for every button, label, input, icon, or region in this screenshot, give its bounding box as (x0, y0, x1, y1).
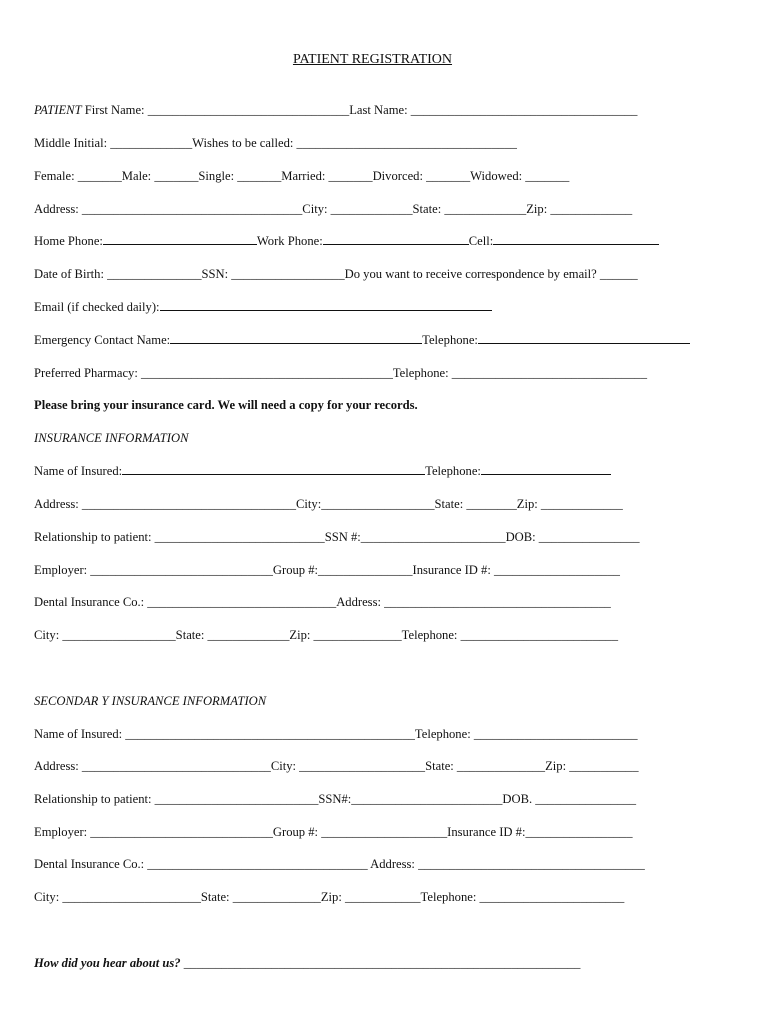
emergency-telephone-label: Telephone: (422, 333, 478, 347)
page-title: PATIENT REGISTRATION (292, 52, 453, 67)
home-phone-field[interactable] (103, 233, 257, 245)
dob-line[interactable]: Date of Birth: _______________SSN: __________________Do you want to receive correspondence by email? ______ (34, 267, 638, 281)
insured-name-label: Name of Insured: (34, 464, 123, 478)
cell-label: Cell: (468, 234, 494, 248)
insurance-card-notice: Please bring your insurance card. We will need a copy for your records. (34, 398, 418, 412)
sex-marital-status-line[interactable]: Female: _______Male: _______Single: _______Married: _______Divorced: _______Widowed: _______ (34, 169, 570, 183)
email-line (34, 299, 492, 315)
referral-label: How did you hear about us? (34, 956, 181, 970)
secondary-insured-name-line[interactable]: Name of Insured: ______________________________________________Telephone: __________________________ (34, 727, 638, 741)
insured-relationship-line[interactable]: Relationship to patient: ___________________________SSN #:_______________________DOB: ________________ (34, 530, 640, 544)
secondary-dental-line[interactable]: Dental Insurance Co.: ___________________________________ Address: ____________________________________ (34, 857, 645, 871)
insured-city-line[interactable]: City: __________________State: _____________Zip: ______________Telephone: _________________________ (34, 628, 619, 642)
dental-insurance-line[interactable]: Dental Insurance Co.: ______________________________Address: ____________________________________ (34, 595, 611, 609)
email-label: Email (if checked daily): (34, 300, 160, 314)
secondary-insurance-header: SECONDAR Y INSURANCE INFORMATION (34, 694, 267, 708)
secondary-employer-line[interactable]: Employer: _____________________________Group #: ____________________Insurance ID #:_________________ (34, 825, 633, 839)
referral-line (34, 955, 580, 971)
insured-name-field[interactable] (122, 463, 425, 475)
last-name-field[interactable]: Last Name: ____________________________________ (349, 103, 638, 117)
emergency-name-label: Emergency Contact Name: (34, 333, 171, 347)
emergency-telephone-field[interactable] (478, 332, 690, 344)
first-name-field[interactable]: First Name: ________________________________ (81, 103, 350, 117)
referral-field[interactable]: _______________________________________________________________ (180, 956, 581, 970)
emergency-name-field[interactable] (170, 332, 422, 344)
email-field[interactable] (160, 299, 492, 311)
secondary-city-line[interactable]: City: ______________________State: ______________Zip: ____________Telephone: _______________________ (34, 890, 625, 904)
secondary-address-line[interactable]: Address: ______________________________City: ____________________State: ______________Zip: ___________ (34, 759, 639, 773)
secondary-relationship-line[interactable]: Relationship to patient: __________________________SSN#:________________________DOB. ________________ (34, 792, 637, 806)
emergency-contact-line (34, 332, 690, 348)
cell-field[interactable] (493, 233, 659, 245)
insurance-header: INSURANCE INFORMATION (34, 431, 189, 445)
insured-telephone-field[interactable] (481, 463, 611, 475)
insured-address-line[interactable]: Address: __________________________________City:__________________State: ________Zip: _____________ (34, 497, 623, 511)
insured-name-line (34, 463, 611, 479)
patient-name-line (34, 102, 637, 118)
work-phone-field[interactable] (323, 233, 469, 245)
pharmacy-line[interactable]: Preferred Pharmacy: ________________________________________Telephone: _______________________________ (34, 366, 647, 380)
insured-telephone-label: Telephone: (425, 464, 481, 478)
home-phone-label: Home Phone: (34, 234, 103, 248)
work-phone-label: Work Phone: (256, 234, 323, 248)
middle-initial-line[interactable]: Middle Initial: _____________Wishes to be called: ___________________________________ (34, 136, 517, 150)
insured-employer-line[interactable]: Employer: _____________________________Group #:_______________Insurance ID #: ____________________ (34, 563, 620, 577)
phones-line (34, 233, 659, 249)
patient-label: PATIENT (34, 103, 82, 117)
address-line[interactable]: Address: ___________________________________City: _____________State: _____________Zip: _____________ (34, 202, 633, 216)
